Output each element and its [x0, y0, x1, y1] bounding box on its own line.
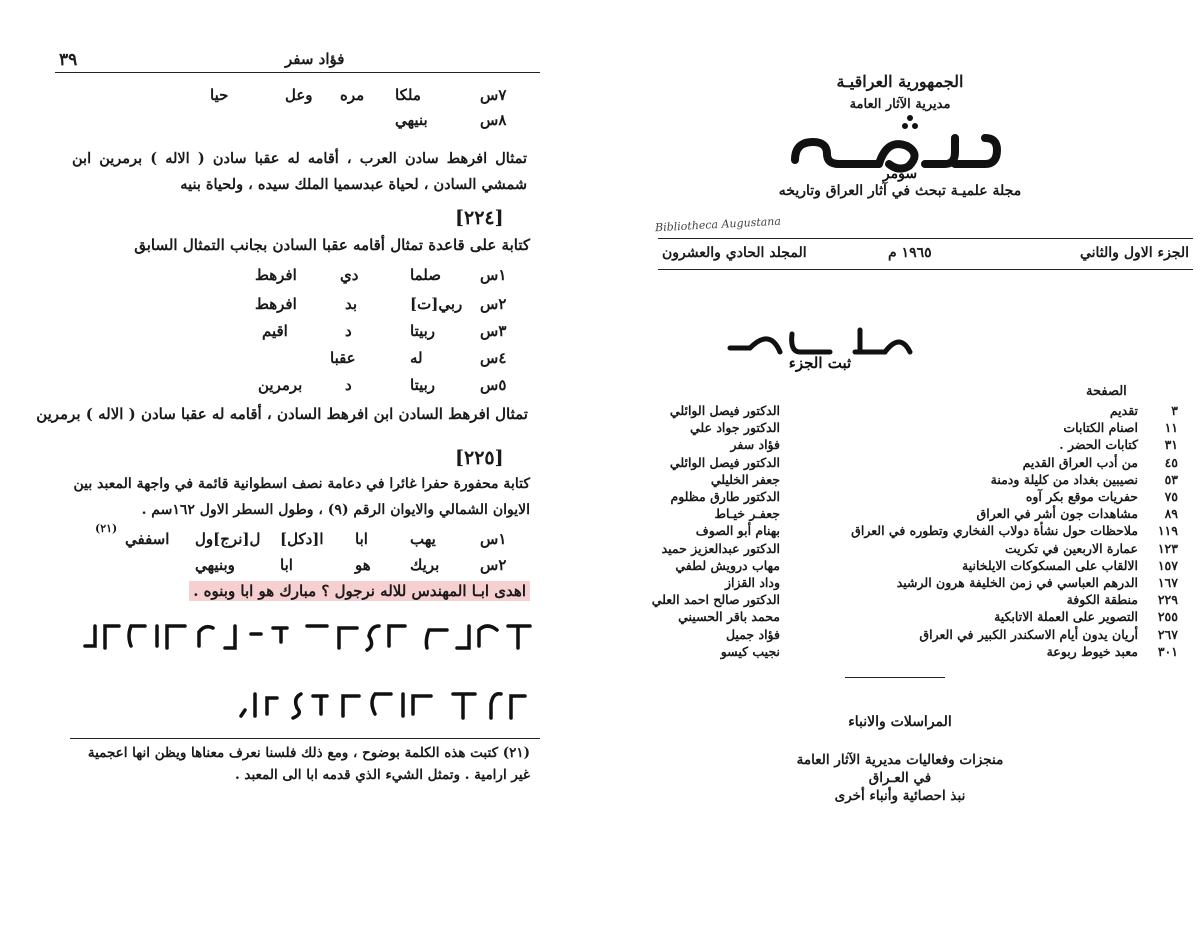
sumer-logo-art: [775, 112, 1025, 182]
toc-row: [600, 558, 1200, 574]
toc-article-title: تقديم: [1109, 403, 1138, 418]
line-label: ١س: [480, 530, 507, 548]
inscription-word: اسففي: [125, 530, 170, 548]
page-number: ٣٩: [59, 50, 78, 70]
issue-volume: المجلد الحادي والعشرون: [662, 245, 807, 261]
correspondence-line: في العـراق: [868, 770, 932, 786]
toc-row: [600, 506, 1200, 522]
toc-author: نجيب كيسو: [720, 643, 780, 659]
inscription-word: بد: [345, 295, 358, 313]
section-224-translation: تمثال افرهط السادن ابن افرهط السادن ، أقامه له عقبا سادن ( الاله ) برمرين: [36, 405, 528, 423]
running-header: [55, 48, 540, 73]
toc-row: [600, 437, 1200, 453]
inscription-word: حيا: [210, 86, 229, 104]
toc-page-number: ٢٢٩: [1157, 592, 1178, 608]
journal-subtitle: مجلة علميـة تبحث في آثار العراق وتاريخه: [778, 183, 1022, 199]
toc-page-number: ١١: [1164, 420, 1178, 436]
inscription-word: دي: [340, 266, 359, 284]
toc-page-number: ٣٠١: [1157, 643, 1178, 659]
correspondence-line: نبذ احصائية وأنباء أخرى: [834, 788, 966, 804]
inscription-word: وعل: [285, 86, 313, 104]
line-label: ٣س: [480, 322, 507, 340]
inscription-word: له: [410, 349, 423, 367]
toc-author: جعفر الخليلي: [710, 471, 780, 487]
issue-part: الجزء الاول والثاني: [1079, 245, 1189, 261]
toc-article-title: حفريات موقع بكر آوه: [1025, 489, 1138, 504]
inscription-word: ل[نرج]ول: [195, 530, 261, 548]
toc-row: [600, 455, 1200, 471]
line-label: ٨س: [480, 111, 507, 129]
toc-article-title: مشاهدات جون أشر في العراق: [976, 506, 1138, 522]
toc-article-title: معبد خيوط ربوعة: [1046, 643, 1138, 659]
inscription-word: بنيهي: [395, 111, 428, 129]
toc-author: الدكتور صالح احمد العلي: [651, 592, 780, 608]
correspondence-line: منجزات وفعاليات مديرية الآثار العامة: [796, 752, 1004, 768]
inscription-word: اقيم: [262, 322, 288, 340]
contents-calligraphy: [710, 312, 930, 372]
inscription-word: ابا: [280, 556, 293, 574]
toc-article-title: ملاحظات حول نشأة دولاب الفخاري وتطوره في العراق: [851, 523, 1138, 539]
toc-article-title: كتابات الحضر .: [1059, 437, 1138, 453]
toc-article-title: اصنام الكتابات: [1063, 420, 1138, 436]
toc-row: [600, 420, 1200, 436]
toc-author: فؤاد سفر: [730, 437, 780, 453]
section-225-intro-line1: كتابة محفورة حفرا غائرا في دعامة نصف اسطوانية قائمة في واجهة المعبد بين: [73, 476, 530, 492]
inscription-word: يهب: [410, 530, 436, 548]
toc-author: الدكتور فيصل الوائلي: [669, 403, 780, 418]
toc-row: [600, 403, 1200, 419]
directorate-heading: مديرية الآثار العامة: [849, 97, 951, 112]
toc-page-number: ٤٥: [1164, 454, 1178, 470]
inscription-word: ربيتا: [410, 376, 436, 394]
footnote-divider: [70, 738, 540, 739]
toc-page-number: ١١٩: [1157, 523, 1178, 539]
inscription-word: وبنيهي: [195, 556, 235, 574]
toc-author: الدكتور فيصل الوائلي: [669, 454, 780, 470]
toc-page-number: ١٥٧: [1157, 557, 1178, 573]
toc-row: [600, 627, 1200, 643]
toc-author: مهاب درويش لطفي: [675, 557, 780, 573]
inscription-word: صلما: [410, 266, 441, 284]
journal-logo: [775, 112, 1025, 186]
highlighted-translation: اهدى ابـا المهندس للاله نرجول ؟ مبارك هو ابا وبنوه .: [189, 581, 530, 601]
toc-article-title: منطقة الكوفة: [1066, 592, 1138, 608]
inscription-word: ا[دكل]: [280, 530, 324, 548]
toc-article-title: الالقاب على المسكوكات الايلخانية: [962, 557, 1138, 573]
line-label: ٢س: [480, 556, 507, 574]
line-label: ١س: [480, 266, 507, 284]
toc-row: [600, 523, 1200, 539]
toc-author: الدكتور جواد علي: [689, 420, 780, 436]
issue-info-bar: [658, 238, 1193, 270]
section-number-225: [٢٢٥]: [455, 447, 504, 469]
inscription-word: مره: [340, 86, 365, 104]
section-225-translation: [193, 582, 530, 600]
contents-title-text: ثبت الجزء: [788, 354, 852, 372]
toc-article-title: عمارة الاربعين في تكريت: [1005, 540, 1138, 556]
issue-year: ١٩٦٥ م: [888, 245, 932, 261]
handwritten-aramaic-line-1: [75, 612, 555, 672]
inscription-word: د: [345, 322, 352, 340]
toc-page-number: ٣١: [1164, 437, 1178, 453]
toc-article-title: الدرهم العباسي في زمن الخليفة هرون الرشيد: [896, 575, 1138, 590]
toc-author: جعفـر خيـاط: [714, 506, 780, 522]
page-column-label: الصفحة: [1086, 384, 1127, 399]
inscription-word: ربيتا: [410, 322, 436, 340]
section-225-intro-line2: الايوان الشمالي والايوان الرقم (٩) ، وطول السطر الاول ١٦٢سم .: [141, 502, 530, 518]
journal-name: سومر: [882, 166, 918, 182]
footnote-mark: (٢١): [95, 522, 118, 535]
toc-author: بهنام أبو الصوف: [695, 523, 780, 539]
toc-article-title: نصيبين بغداد من كليلة ودمنة: [990, 471, 1138, 487]
toc-row: [600, 644, 1200, 660]
paragraph-translation: تمثال افرهط سادن العرب ، أقامه له عقبا سادن ( الاله ) برمرين ابن شمشي السادن ، لحياة عبدسميا الملك سيده ، ولحياة بنيه: [72, 150, 527, 193]
toc-article-title: التصوير على العملة الاتابكية: [994, 609, 1138, 625]
inscription-word: بريك: [410, 556, 440, 574]
line-label: ٧س: [480, 86, 507, 104]
toc-row: [600, 541, 1200, 557]
inscription-word: عقبا: [330, 349, 356, 367]
toc-author: الدكتور عبدالعزيز حميد: [661, 540, 780, 556]
toc-author: وداد القزاز: [724, 575, 780, 590]
toc-page-number: ١٢٣: [1157, 540, 1178, 556]
toc-row: [600, 575, 1200, 591]
toc-author: الدكتور طارق مظلوم: [670, 489, 780, 504]
toc-page-number: ٨٩: [1164, 506, 1178, 522]
inscription-word: ملكا: [395, 86, 421, 104]
footnote-21: (٢١) كتبت هذه الكلمة بوضوح ، ومع ذلك فلسنا نعرف معناها ويظن انها اعجمية غير ارامية . وتمثل الشيء الذي قدمه ابا الى المعبد .: [87, 745, 530, 783]
section-224-intro: كتابة على قاعدة تمثال أقامه عقبا السادن بجانب التمثال السابق: [134, 236, 530, 254]
toc-page-number: ٢٦٧: [1157, 626, 1178, 642]
correspondence-title: المراسلات والانباء: [848, 714, 952, 730]
running-head-author: فؤاد سفر: [285, 50, 345, 68]
toc-row: [600, 592, 1200, 608]
line-label: ٥س: [480, 376, 507, 394]
handwritten-aramaic-line-2: [235, 680, 535, 730]
inscription-word: ربي[ت]: [410, 295, 463, 313]
toc-article-title: أريان يدون أيام الاسكندر الكبير في العراق: [919, 626, 1138, 642]
contents-title: [710, 312, 930, 376]
inscription-word: هو: [355, 556, 371, 574]
section-number-224: [٢٢٤]: [455, 207, 504, 229]
toc-page-number: ٧٥: [1164, 489, 1178, 504]
toc-row: [600, 489, 1200, 505]
toc-row: [600, 472, 1200, 488]
line-label: ٤س: [480, 349, 507, 367]
library-stamp: Bibliotheca Augustana: [654, 214, 782, 235]
toc-author: محمد باقر الحسيني: [678, 609, 780, 625]
toc-page-number: ٢٥٥: [1157, 609, 1178, 625]
inscription-word: ابا: [355, 530, 368, 548]
toc-author: فؤاد جميل: [725, 626, 780, 642]
section-divider: [845, 677, 945, 678]
inscription-word: افرهط: [255, 295, 297, 313]
inscription-word: برمرين: [258, 376, 303, 394]
toc-article-title: من أدب العراق القديم: [1022, 454, 1138, 470]
toc-row: [600, 609, 1200, 625]
right-page: [600, 0, 1200, 928]
inscription-word: افرهط: [255, 266, 297, 284]
line-label: ٢س: [480, 295, 507, 313]
toc-page-number: ٣: [1171, 403, 1178, 418]
toc-page-number: ١٦٧: [1157, 575, 1178, 590]
toc-page-number: ٥٣: [1164, 471, 1178, 487]
republic-heading: الجمهورية العراقيـة: [836, 72, 964, 91]
inscription-word: د: [345, 376, 352, 394]
